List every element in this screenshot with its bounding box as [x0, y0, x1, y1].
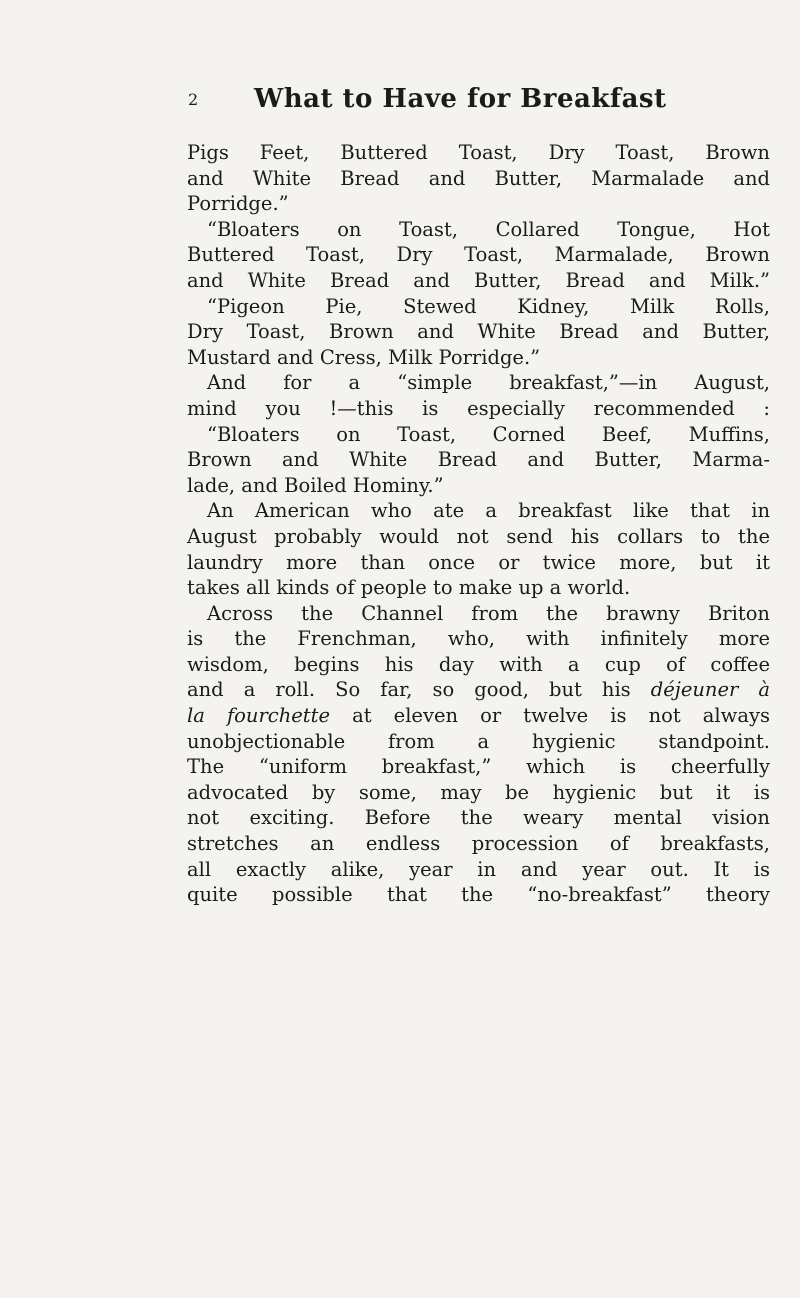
text-line: Pigs Feet, Buttered Toast, Dry Toast, Brown — [187, 141, 770, 164]
page-header — [188, 84, 667, 124]
text-line: wisdom, begins his day with a cup of coffee — [187, 652, 770, 676]
text-line: An American who ate a breakfast like that in — [207, 499, 770, 523]
text-line: Mustard and Cress, Milk Porridge.” — [187, 345, 541, 369]
running-title: What to Have for Breakfast — [254, 84, 667, 114]
text-line: “Pigeon Pie, Stewed Kidney, Milk Rolls, — [207, 294, 770, 318]
text-line: Across the Channel from the brawny Briton — [207, 601, 770, 625]
text-line: laundry more than once or twice more, but it — [187, 550, 770, 574]
text-line: is the Frenchman, who, with infinitely more — [187, 627, 770, 651]
page-number: 2 — [188, 90, 199, 109]
text-line: and White Bread and Butter, Marmalade and — [187, 166, 770, 190]
text-segment: at eleven or twelve is not always — [352, 704, 770, 728]
text-line: August probably would not send his collars to the — [187, 524, 770, 548]
text-line: The “uniform breakfast,” which is cheerfully — [187, 755, 770, 779]
body-text — [187, 140, 770, 908]
text-line: and White Bread and Butter, Bread and Milk.” — [187, 268, 770, 292]
text-line: stretches an endless procession of breakfasts, — [187, 832, 770, 856]
text-line: Porridge.” — [187, 192, 289, 216]
text-line: Brown and White Bread and Butter, Marma- — [187, 448, 770, 472]
text-line — [187, 677, 770, 703]
text-line: lade, and Boiled Hominy.” — [187, 473, 444, 497]
text-line: “Bloaters on Toast, Corned Beef, Muffins, — [207, 422, 770, 446]
text-line: Dry Toast, Brown and White Bread and Butter, — [187, 320, 770, 344]
text-line: “Bloaters on Toast, Collared Tongue, Hot — [207, 217, 770, 241]
text-line: advocated by some, may be hygienic but it is — [187, 780, 770, 804]
italic-phrase: déjeuner à — [650, 678, 770, 702]
text-line: Buttered Toast, Dry Toast, Marmalade, Brown — [187, 243, 770, 267]
text-line: quite possible that the “no-breakfast” theory — [187, 883, 770, 907]
text-segment: and a roll. So far, so good, but his — [187, 678, 631, 702]
text-line: not exciting. Before the weary mental vision — [187, 806, 770, 830]
text-line — [187, 703, 770, 729]
text-line: takes all kinds of people to make up a world. — [187, 576, 631, 600]
text-line: And for a “simple breakfast,”—in August, — [207, 371, 770, 395]
text-line: all exactly alike, year in and year out. It is — [187, 857, 770, 881]
italic-phrase: la fourchette — [187, 704, 331, 728]
text-line: unobjectionable from a hygienic standpoint. — [187, 729, 770, 753]
text-line: mind you !—this is especially recommended : — [187, 396, 770, 420]
